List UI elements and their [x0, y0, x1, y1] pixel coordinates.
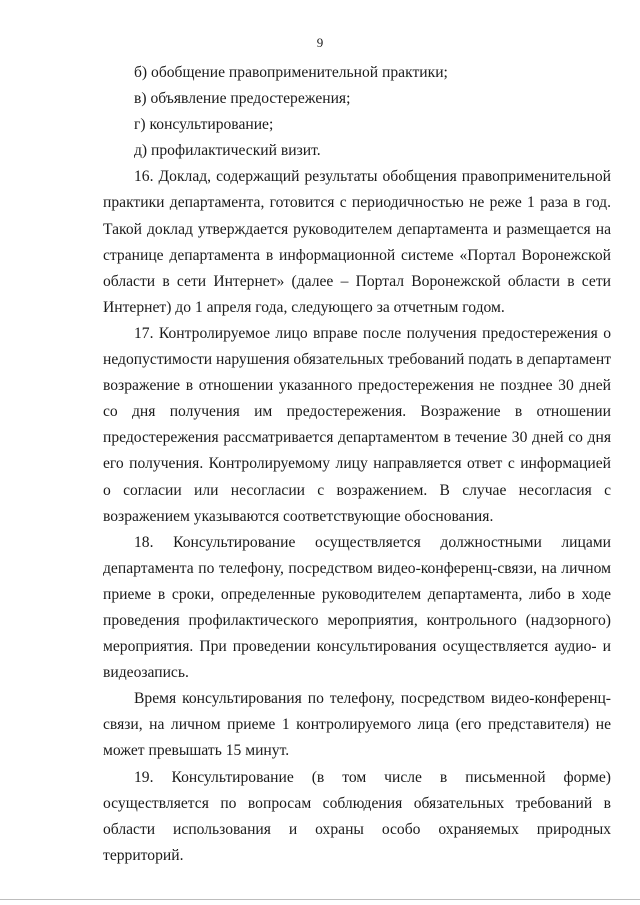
document-body	[103, 60, 611, 869]
paragraph-17: 17. Контролируемое лицо вправе после получения предостережения о недопустимости нарушения обязательных требований подать в департамент возражение в отношении указанного предостережения не позднее 30 дней со дня получения им предостережения. Возражение в отношении предостережения рассматривается департаментом в течение 30 дней со дня его получения. Контролируемому лицу направляется ответ с информацией о согласии или несогласии с возражением. В случае несогласия с возражением указываются соответствующие обоснования.	[103, 324, 612, 525]
paragraph-19: 19. Консультирование (в том числе в письменной форме) осуществляется по вопросам соблюдения обязательных требований в области использования и охраны особо охраняемых природных территорий.	[103, 768, 611, 864]
list-item-g: г) консультирование;	[134, 116, 274, 134]
paragraph-16: 16. Доклад, содержащий результаты обобщения правоприменительной практики департамента, готовится с периодичностью не реже 1 раза в год. Такой доклад утверждается руководителем департамента и размещается на странице департамента в информационной системе «Портал Воронежской области в сети Интернет» (далее – Портал Воронежской области в сети Интернет) до 1 апреля года, следующего за отчетным годом.	[103, 168, 611, 316]
list-item-d: д) профилактический визит.	[134, 142, 321, 160]
bottom-edge-line	[0, 899, 640, 900]
list-item-b: б) обобщение правоприменительной практики;	[134, 64, 448, 81]
page-number: 9	[316, 35, 324, 50]
paragraph-18-duration: Время консультирования по телефону, посредством видео-конференц-связи, на личном приеме 1 контролируемого лица (его представителя) не может превышать 15 минут.	[103, 690, 611, 760]
paragraph-18: 18. Консультирование осуществляется должностными лицами департамента по телефону, посредством видео-конференц-связи, на личном приеме в сроки, определенные руководителем департамента, либо в ходе проведения профилактического мероприятия, контрольного (надзорного) мероприятия. При проведении консультирования осуществляется аудио- и видеозапись.	[103, 533, 611, 682]
list-item-v: в) объявление предостережения;	[134, 90, 351, 108]
